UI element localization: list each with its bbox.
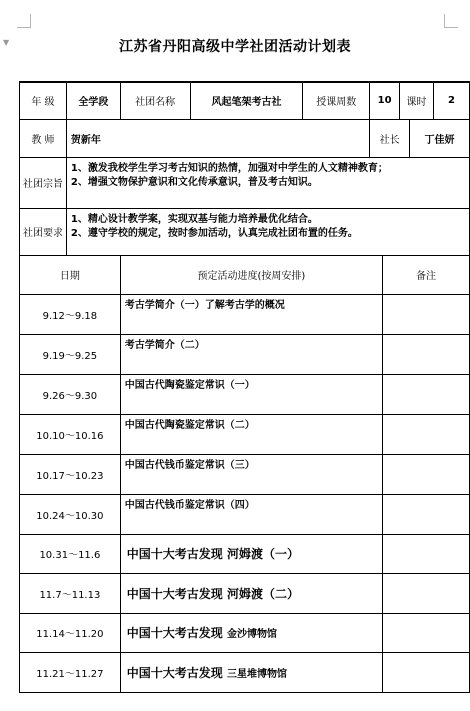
plan-cell[interactable] <box>120 534 382 573</box>
plan-main: 考古学简介（二） <box>124 339 205 351</box>
hours-value[interactable]: 2 <box>434 82 470 119</box>
plan-table <box>19 81 470 693</box>
date-cell: 9.12～9.18 <box>20 294 121 334</box>
plan-cell[interactable] <box>120 454 382 494</box>
date-cell: 11.21～11.27 <box>20 652 121 692</box>
plan-cell[interactable] <box>120 414 382 454</box>
note-header: 备注 <box>383 255 470 294</box>
plan-cell[interactable] <box>120 652 382 692</box>
page-title: 江苏省丹阳高级中学社团活动计划表 <box>119 39 351 55</box>
plan-main: 中国古代钱币鉴定常识（四） <box>124 499 255 511</box>
aim-text[interactable] <box>66 157 469 208</box>
date-cell: 10.24～10.30 <box>20 494 121 534</box>
weeks-value[interactable]: 10 <box>370 82 400 119</box>
requirements-text[interactable] <box>66 208 469 255</box>
note-cell[interactable] <box>383 374 470 414</box>
margin-mark-right <box>444 14 458 28</box>
note-cell[interactable] <box>383 534 470 573</box>
note-cell[interactable] <box>383 652 470 692</box>
date-cell: 10.31～11.6 <box>20 534 121 573</box>
table-row <box>20 374 470 414</box>
aim-line: 1、激发我校学生学习考古知识的热情，加强对中学生的人文精神教育； <box>70 162 388 174</box>
plan-cell[interactable] <box>120 374 382 414</box>
table-row <box>20 652 470 692</box>
teacher-value[interactable]: 贺新年 <box>66 119 369 157</box>
table-row <box>20 294 470 334</box>
aim-line: 2、增强文物保护意识和文化传承意识，普及考古知识。 <box>70 176 318 188</box>
hours-label: 课时 <box>400 82 434 119</box>
plan-main: 中国十大考古发现 河姆渡（二） <box>126 586 299 601</box>
plan-cell[interactable] <box>120 573 382 613</box>
plan-main: 考古学简介（一）了解考古学的概况 <box>124 299 285 311</box>
plan-cell[interactable] <box>120 494 382 534</box>
weeks-label: 授课周数 <box>303 82 370 119</box>
table-row <box>20 573 470 613</box>
plan-cell[interactable] <box>120 294 382 334</box>
requirement-line: 1、精心设计教学案，实现双基与能力培养最优化结合。 <box>70 213 318 225</box>
note-cell[interactable] <box>383 454 470 494</box>
note-cell[interactable] <box>383 494 470 534</box>
table-row <box>20 613 470 652</box>
date-cell: 9.26～9.30 <box>20 374 121 414</box>
date-header: 日期 <box>20 255 121 294</box>
leader-value[interactable]: 丁佳妍 <box>410 119 470 157</box>
grade-value[interactable]: 全学段 <box>66 82 120 119</box>
table-row <box>20 494 470 534</box>
table-row <box>20 414 470 454</box>
leader-label: 社长 <box>370 119 410 157</box>
plan-cell[interactable] <box>120 613 382 652</box>
note-cell[interactable] <box>383 414 470 454</box>
plan-sub: 三星堆博物馆 <box>226 668 287 680</box>
plan-main: 中国古代陶瓷鉴定常识（二） <box>124 419 255 431</box>
margin-mark-left <box>17 14 31 28</box>
plan-header: 预定活动进度(按周安排) <box>120 255 382 294</box>
collapse-arrow-icon[interactable]: ▼ <box>3 38 10 47</box>
table-row <box>20 334 470 374</box>
grade-label: 年 级 <box>20 82 67 119</box>
table-row <box>20 534 470 573</box>
date-cell: 10.17～10.23 <box>20 454 121 494</box>
aim-label: 社团宗旨 <box>20 157 67 208</box>
club-name-label: 社团名称 <box>120 82 190 119</box>
plan-main: 中国古代陶瓷鉴定常识（一） <box>124 379 255 391</box>
table-row <box>20 454 470 494</box>
plan-cell[interactable] <box>120 334 382 374</box>
date-cell: 11.7～11.13 <box>20 573 121 613</box>
plan-main: 中国十大考古发现 <box>126 665 223 680</box>
plan-main: 中国古代钱币鉴定常识（三） <box>124 459 255 471</box>
requirement-line: 2、遵守学校的规定，按时参加活动，认真完成社团布置的任务。 <box>70 227 358 239</box>
note-cell[interactable] <box>383 613 470 652</box>
date-cell: 9.19～9.25 <box>20 334 121 374</box>
date-cell: 11.14～11.20 <box>20 613 121 652</box>
note-cell[interactable] <box>383 573 470 613</box>
requirements-label: 社团要求 <box>20 208 67 255</box>
note-cell[interactable] <box>383 334 470 374</box>
plan-sub: 金沙博物馆 <box>226 629 277 640</box>
plan-main: 中国十大考古发现 河姆渡（一） <box>126 547 299 561</box>
plan-main: 中国十大考古发现 <box>126 626 223 640</box>
club-name-value[interactable]: 风起笔架考古社 <box>190 82 303 119</box>
date-cell: 10.10～10.16 <box>20 414 121 454</box>
note-cell[interactable] <box>383 294 470 334</box>
teacher-label: 教 师 <box>20 119 67 157</box>
